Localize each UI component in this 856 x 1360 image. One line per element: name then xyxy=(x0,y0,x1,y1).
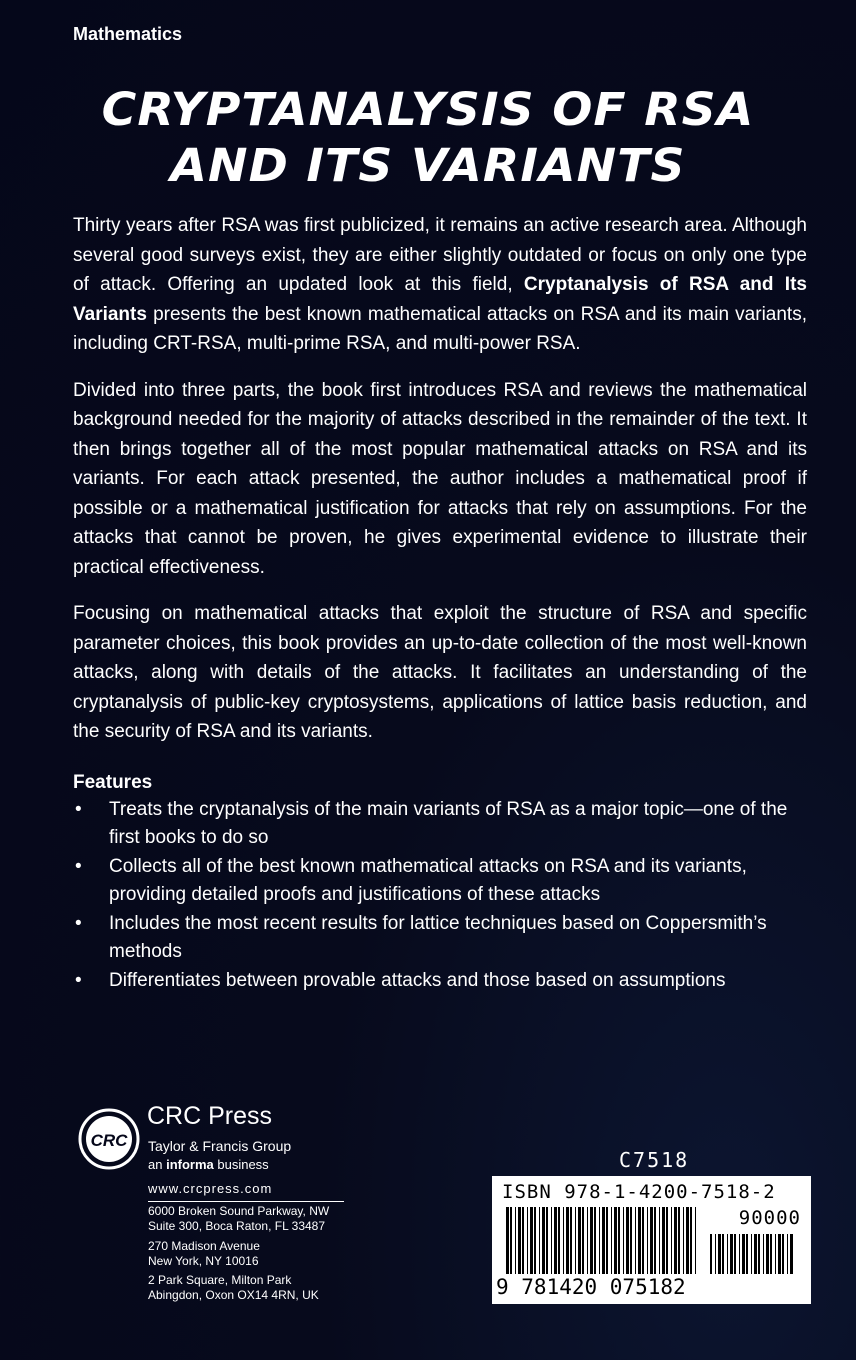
bullet-icon: • xyxy=(75,912,82,934)
feature-item xyxy=(73,853,807,910)
website-link[interactable]: www.crcpress.com xyxy=(148,1181,273,1196)
bullet-icon: • xyxy=(75,969,82,991)
description xyxy=(73,211,807,995)
book-title xyxy=(0,82,856,194)
crc-logo-icon xyxy=(78,1108,140,1170)
address-line: New York, NY 10016 xyxy=(148,1254,259,1268)
feature-item xyxy=(73,910,807,967)
informa-prefix: an xyxy=(148,1157,167,1172)
paragraph-1 xyxy=(73,211,807,359)
paragraph-1-start: Thirty years after RSA was first publicized, it remains an active research area. Although several good surveys exist, they are either slightly outdated or focus on only one type of attack. Offering an updated look at this field, xyxy=(73,215,807,295)
address-line: Abingdon, Oxon OX14 4RN, UK xyxy=(148,1288,319,1302)
informa-line xyxy=(148,1157,269,1172)
divider xyxy=(148,1201,344,1202)
isbn-text: ISBN 978-1-4200-7518-2 xyxy=(502,1181,776,1203)
address-boca-raton xyxy=(148,1204,329,1234)
category-label: Mathematics xyxy=(73,24,183,44)
feature-text: Collects all of the best known mathematical attacks on RSA and its variants, providing detailed proofs and justifications of these attacks xyxy=(109,855,747,905)
title-line-1: CRYPTANALYSIS OF RSA xyxy=(101,83,755,136)
features-heading: Features xyxy=(73,771,153,793)
paragraph-2: Divided into three parts, the book first introduces RSA and reviews the mathematical background needed for the majority of attacks described in the remainder of the text. It then brings together all of the most popular mathematical attacks on RSA and its variants. For each attack presented, the author includes a mathematical proof if possible or a mathematical justification for attacks that rely on assumptions. For the attacks that cannot be proven, he gives experimental evidence to illustrate their practical effectiveness. xyxy=(73,379,807,578)
barcode xyxy=(492,1176,811,1304)
bullet-icon: • xyxy=(75,798,82,820)
address-new-york xyxy=(148,1239,260,1269)
catalog-code: C7518 xyxy=(619,1148,690,1172)
price-code: 90000 xyxy=(738,1207,801,1229)
feature-text: Differentiates between provable attacks and those based on assumptions xyxy=(109,969,726,991)
logo-text: CRC xyxy=(90,1131,128,1150)
address-line: 270 Madison Avenue xyxy=(148,1239,260,1253)
feature-text: Treats the cryptanalysis of the main variants of RSA as a major topic—one of the first books to do so xyxy=(109,798,788,848)
title-line-2: AND ITS VARIANTS xyxy=(170,139,686,192)
informa-name: informa xyxy=(166,1157,214,1172)
paragraph-1-book-title: Cryptanalysis of RSA and Its Variants xyxy=(73,274,807,325)
feature-item xyxy=(73,967,807,996)
feature-text: Includes the most recent results for lattice techniques based on Coppersmith’s methods xyxy=(109,912,767,962)
publisher-name: CRC Press xyxy=(147,1102,273,1130)
address-line: 6000 Broken Sound Parkway, NW xyxy=(148,1204,330,1218)
feature-item xyxy=(73,796,807,853)
address-line: Suite 300, Boca Raton, FL 33487 xyxy=(148,1219,326,1233)
bullet-icon: • xyxy=(75,855,82,877)
features-list xyxy=(73,796,807,996)
ean-number: 9 781420 075182 xyxy=(496,1275,686,1299)
address-line: 2 Park Square, Milton Park xyxy=(148,1273,292,1287)
paragraph-3: Focusing on mathematical attacks that exploit the structure of RSA and specific parameter choices, this book provides an up-to-date collection of the most well-known attacks, along with details of the attacks. It facilitates an understanding of the cryptanalysis of public-key cryptosystems, applications of lattice basis reduction, and the security of RSA and its variants. xyxy=(73,603,807,742)
informa-suffix: business xyxy=(213,1157,269,1172)
paragraph-1-end: presents the best known mathematical attacks on RSA and its main variants, including CRT-RSA, multi-prime RSA, and multi-power RSA. xyxy=(73,303,807,354)
publisher-group: Taylor & Francis Group xyxy=(148,1138,292,1154)
address-abingdon xyxy=(148,1273,319,1303)
